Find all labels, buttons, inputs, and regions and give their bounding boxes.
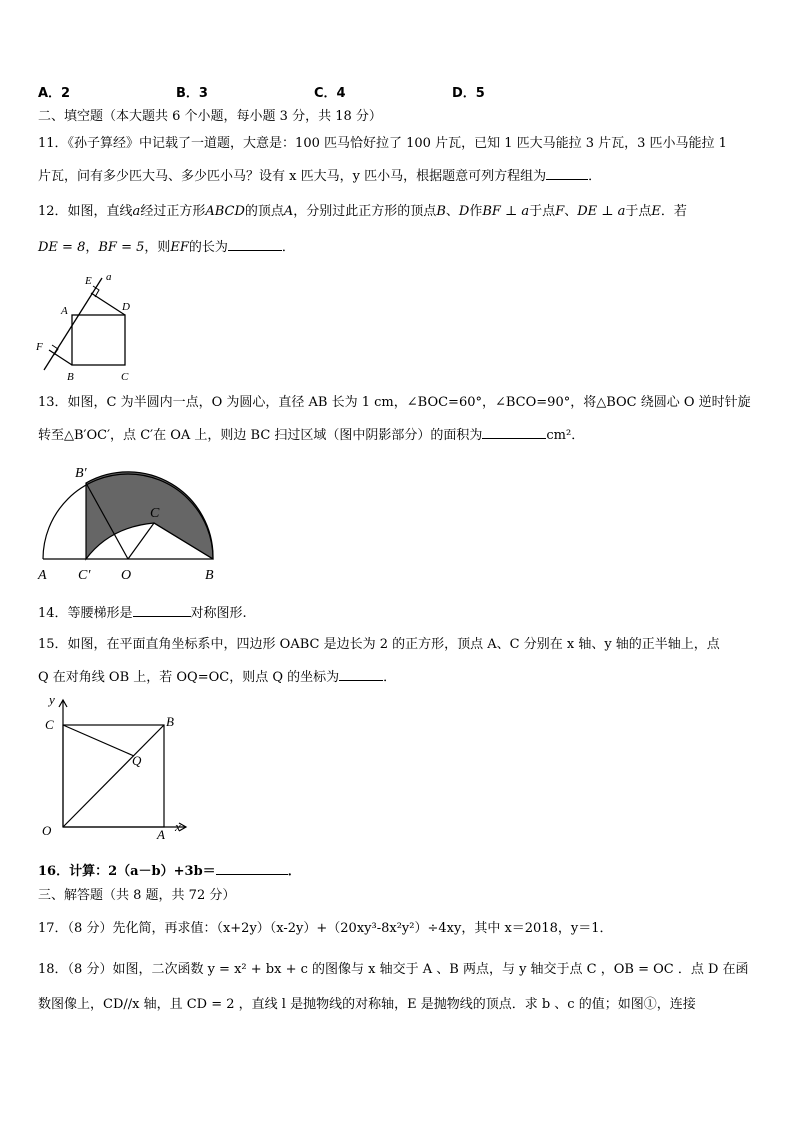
segment-cq <box>63 725 134 756</box>
option-a: A．2 <box>38 86 71 101</box>
section-heading-solutions: 三、解答题（共 8 题，共 72 分） <box>38 888 236 903</box>
line-a <box>44 278 102 370</box>
answer-blank <box>133 604 191 617</box>
square-abcd <box>72 315 125 365</box>
q17-text: 17．（8 分）先化简，再求值：（x+2y）（x-2y）+（20xy³-8x²y²）÷4xy，其中 x＝2018，y＝1． <box>38 921 613 936</box>
q13-text-line1: 13．如图，C 为半圆内一点，O 为圆心，直径 AB 长为 1 cm，∠BOC=60°，∠BCO=90°，将△BOC 绕圆心 O 逆时针旋 <box>38 395 751 410</box>
answer-blank <box>339 668 383 681</box>
right-angle-mark-f <box>52 345 58 355</box>
q14-text: 14．等腰梯形是 对称图形. <box>38 606 247 621</box>
segment-o-c <box>128 523 154 559</box>
label-C-prime: C′ <box>78 568 91 583</box>
label-O: O <box>42 823 52 838</box>
answer-blank <box>216 862 288 875</box>
label-B: B <box>166 714 174 729</box>
option-d: D．5 <box>452 86 485 101</box>
label-E: E <box>85 275 92 287</box>
q13-semicircle-figure <box>30 455 230 585</box>
label-x: x <box>175 819 181 834</box>
option-c: C．4 <box>314 86 346 101</box>
q15-text-line2: Q 在对角线 OB 上，若 OQ=OC，则点 Q 的坐标为 ． <box>38 670 397 685</box>
option-b: B．3 <box>176 86 208 101</box>
q18-text-line1: 18．（8 分）如图，二次函数 y = x² + bx + c 的图像与 x 轴交于 A 、B 两点，与 y 轴交于点 C ，OB = OC ．点 D 在函 <box>38 962 749 977</box>
q18-text-line2: 数图像上，CD//x 轴，且 CD = 2 ，直线 l 是抛物线的对称轴，E 是抛物线的顶点．求 b 、c 的值；如图①，连接 <box>38 997 696 1012</box>
label-A: A <box>157 827 165 840</box>
answer-blank <box>482 426 546 439</box>
label-A: A <box>38 568 47 583</box>
label-y: y <box>49 692 55 707</box>
q11-text-line1: 11．《孙子算经》中记载了一道题，大意是：100 匹马恰好拉了 100 片瓦，已知 1 匹大马能拉 3 片瓦，3 匹小马能拉 1 <box>38 136 727 151</box>
answer-blank <box>228 238 282 251</box>
q12-text-line2: DE = 8，BF = 5，则EF的长为 ． <box>38 240 295 255</box>
label-C: C <box>150 506 160 521</box>
q15-coordinate-figure <box>36 690 196 840</box>
label-D: D <box>122 301 130 313</box>
answer-blank <box>546 167 588 180</box>
label-A: A <box>61 305 68 317</box>
label-B-prime: B′ <box>75 466 87 481</box>
q12-text-line1: 12．如图，直线a经过正方形ABCD的顶点A，分别过此正方形的顶点B、D作BF ⊥ a于点F、DE ⊥ a于点E．若 <box>38 204 687 219</box>
q13-text-line2: 转至△B′OC′，点 C′在 OA 上，则边 BC 扫过区域（图中阴影部分）的面积为 cm²． <box>38 428 585 443</box>
label-C: C <box>45 717 54 732</box>
diagonal-ob <box>63 725 164 827</box>
q11-text-line2: 片瓦，问有多少匹大马、多少匹小马？设有 x 匹大马，y 匹小马，根据题意可列方程组为 ． <box>38 169 602 184</box>
section-heading-fill-in: 二、填空题（本大题共 6 个小题，每小题 3 分，共 18 分） <box>38 109 382 124</box>
label-a: a <box>106 271 112 283</box>
label-O: O <box>121 568 132 583</box>
label-B: B <box>205 568 214 583</box>
q15-text-line1: 15．如图，在平面直角坐标系中，四边形 OABC 是边长为 2 的正方形，顶点 A、C 分别在 x 轴、y 轴的正半轴上，点 <box>38 637 720 652</box>
q12-square-figure <box>34 270 144 385</box>
label-C: C <box>121 371 129 383</box>
label-Q: Q <box>132 753 142 768</box>
label-F: F <box>36 341 43 353</box>
perpendicular-de <box>91 293 125 315</box>
q16-text: 16．计算：2（a－b）+3b＝ ． <box>38 864 301 879</box>
label-B: B <box>67 371 74 383</box>
